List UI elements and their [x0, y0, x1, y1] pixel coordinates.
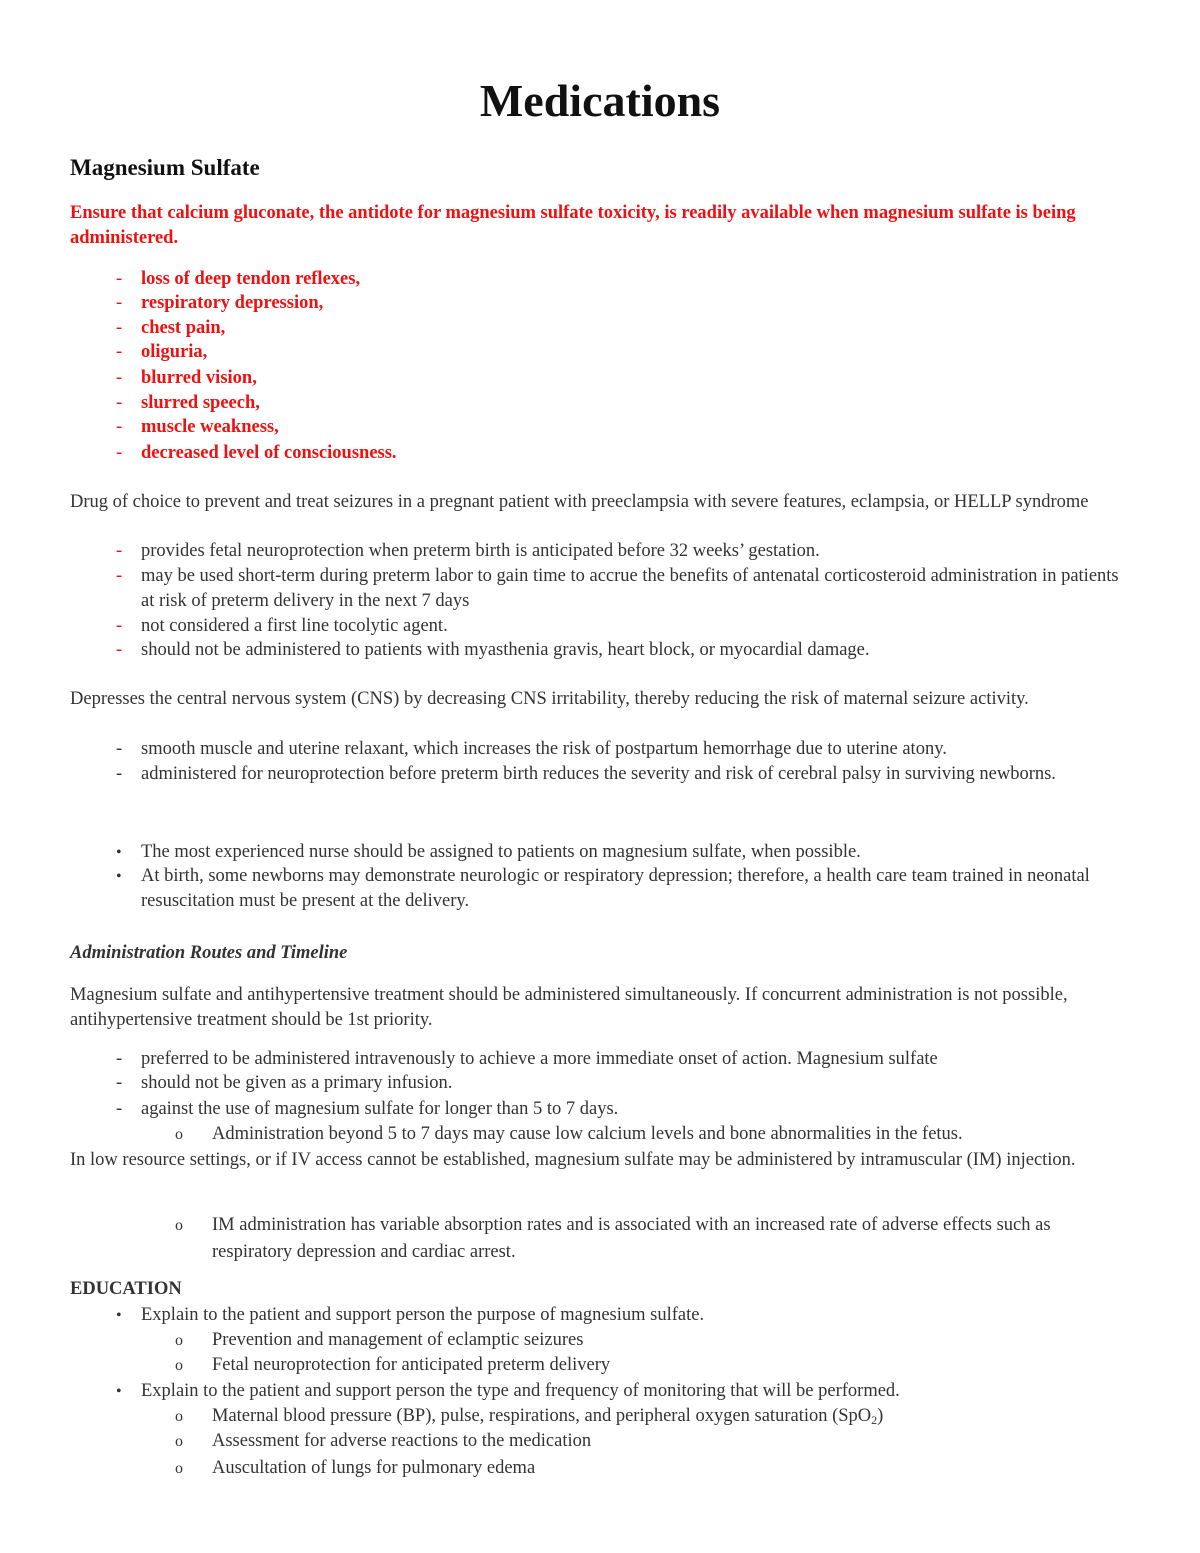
- dash-marker: -: [116, 1073, 123, 1093]
- circle-marker: o: [175, 1332, 183, 1349]
- circle-marker: o: [175, 1126, 183, 1143]
- bullet-marker: •: [116, 844, 122, 861]
- low-resource-paragraph: In low resource settings, or if IV access cannot be established, magnesium sulfate may be administered by intramuscular (IM) injection.: [70, 1150, 1076, 1170]
- dash-marker: -: [116, 269, 123, 289]
- admin-paragraph: Magnesium sulfate and antihypertensive treatment should be administered simultaneously. If concurrent administration is not possible, antihypertensive treatment should be 1st priority.: [70, 985, 1068, 1030]
- dash-marker: -: [116, 739, 123, 759]
- dash-marker: -: [116, 443, 123, 463]
- dash-marker: -: [116, 293, 123, 313]
- dash-marker: -: [116, 393, 123, 413]
- dash-marker: -: [116, 640, 123, 660]
- cns-paragraph: Depresses the central nervous system (CNS) by decreasing CNS irritability, thereby reducing the risk of maternal seizure activity.: [70, 689, 1029, 709]
- admin-heading: Administration Routes and Timeline: [70, 943, 348, 963]
- dash-marker: -: [116, 541, 123, 561]
- circle-marker: o: [175, 1217, 183, 1234]
- dash-marker: -: [116, 368, 123, 388]
- circle-marker: o: [175, 1433, 183, 1450]
- dash-marker: -: [116, 616, 123, 636]
- bullet-marker: •: [116, 868, 122, 885]
- dash-marker: -: [116, 1049, 123, 1069]
- dash-marker: -: [116, 764, 123, 784]
- document-page: Medications Magnesium Sulfate Ensure that calcium gluconate, the antidote for magnesium sulfate toxicity, is readily available when magnesium sulfate is being administered. - loss of deep tendon reflexes, - respiratory depression, - chest pain, - oliguria, - blurred vision, - slurred speech, - muscle weakness, - decreased level of consciousness. Drug of choice to prevent and treat seizures in a pregnant patient with preeclampsia with severe features, eclampsia, or HELLP syndrome - provides fetal neuroprotection when preterm birth is anticipated before 32 weeks’ gestation. - may be used short-term during preterm labor to gain time to accrue the benefits of antenatal corticosteroid administration in patients at risk of preterm delivery in the next 7 days - not considered a first line tocolytic agent. - should not be administered to patients with myasthenia gravis, heart block, or myocardial damage. Depresses the central nervous system (CNS) by decreasing CNS irritability, thereby reducing the risk of maternal seizure activity. - smooth muscle and uterine relaxant, which increases the risk of postpartum hemorrhage due to uterine atony. - administered for neuroprotection before preterm birth reduces the severity and risk of cerebral palsy in surviving newborns. • The most experienced nurse should be assigned to patients on magnesium sulfate, when possible. • At birth, some newborns may demonstrate neurologic or respiratory depression; therefore, a health care team trained in neonatal resuscitation must be present at the delivery. Administration Routes and Timeline Magnesium sulfate and antihypertensive treatment should be administered simultaneously. If concurrent administration is not possible, antihypertensive treatment should be 1st priority. - preferred to be administered intravenously to achieve a more immediate onset of action. Magnesium sulfate - should not be given as a primary infusion. - against the use of magnesium sulfate for longer than 5 to 7 days. o Administration beyond 5 to 7 days may cause low calcium levels and bone abnormalities in the fetus. In low resource settings, or if IV access cannot be established, magnesium sulfate may be administered by intramuscular (IM) injection. o IM administration has variable absorption rates and is associated with an increased rate of adverse effects such as respiratory depression and cardiac arrest. EDUCATION • Explain to the patient and support person the purpose of magnesium sulfate. o Prevention and management of eclamptic seizures o Fetal neuroprotection for anticipated preterm delivery • Explain to the patient and support person the type and frequency of monitoring that will be performed. o Maternal blood pressure (BP), pulse, respirations, and peripheral oxygen saturation (SpO$_2$) o Assessment for adverse reactions to the medication o Auscultation of lungs for pulmonary edema: [0, 0, 1200, 1553]
- dash-marker: -: [116, 566, 123, 586]
- bullet-marker: •: [116, 1383, 122, 1400]
- circle-marker: o: [175, 1460, 183, 1477]
- education-heading: EDUCATION: [70, 1279, 182, 1299]
- drug-of-choice-paragraph: Drug of choice to prevent and treat seizures in a pregnant patient with preeclampsia with severe features, eclampsia, or HELLP syndrome: [70, 492, 1089, 512]
- antidote-warning: Ensure that calcium gluconate, the antidote for magnesium sulfate toxicity, is readily available when magnesium sulfate is being administered.: [70, 203, 1076, 248]
- dash-marker: -: [116, 318, 123, 338]
- page-title: Medications: [479, 75, 721, 126]
- bullet-marker: •: [116, 1307, 122, 1324]
- dash-marker: -: [116, 1099, 123, 1119]
- circle-marker: o: [175, 1357, 183, 1374]
- dash-marker: -: [116, 342, 123, 362]
- subscript-2: 2: [871, 1413, 878, 1427]
- dash-marker: -: [116, 417, 123, 437]
- section-heading: Magnesium Sulfate: [70, 155, 260, 180]
- circle-marker: o: [175, 1408, 183, 1425]
